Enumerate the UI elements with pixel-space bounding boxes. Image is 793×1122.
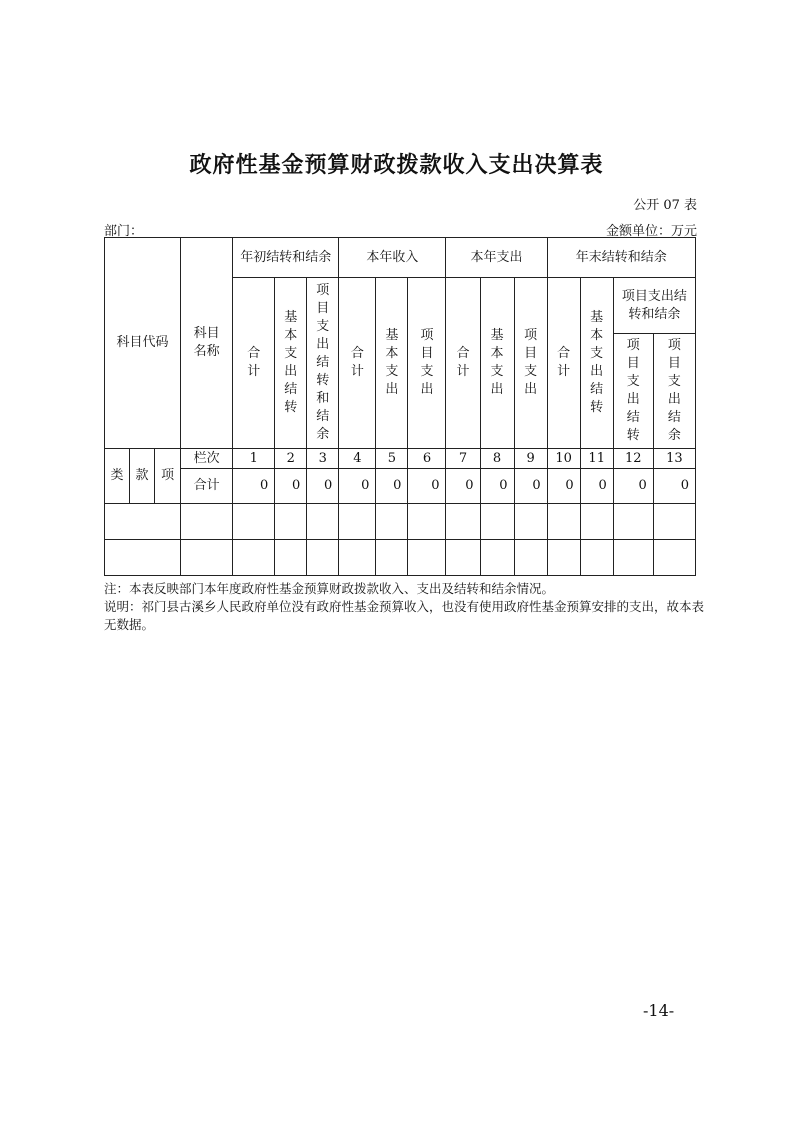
end-balance-group-header: 年末结转和结余 [547, 238, 695, 278]
subject-code-header: 科目代码 [105, 238, 181, 449]
column-number: 7 [446, 449, 480, 469]
column-number: 5 [376, 449, 408, 469]
end-project-balance-header: 项目支出结余 [653, 334, 695, 449]
empty-row [105, 504, 696, 540]
column-number: 3 [307, 449, 339, 469]
department-label: 部门： [104, 224, 144, 239]
total-value: 0 [408, 469, 446, 504]
expense-group-header: 本年支出 [446, 238, 547, 278]
begin-basic-header: 基本支出结转 [275, 278, 307, 449]
income-group-header: 本年收入 [339, 238, 446, 278]
form-number: 公开 07 表 [633, 198, 697, 213]
column-number: 9 [514, 449, 547, 469]
income-project-header: 项目支出 [408, 278, 446, 449]
fund-budget-table [104, 237, 696, 576]
total-value: 0 [233, 469, 275, 504]
end-basic-header: 基本支出结转 [580, 278, 613, 449]
sum-label: 合计 [181, 469, 233, 504]
section-header: 款 [130, 449, 155, 504]
begin-project-header: 项目支出结转和结余 [307, 278, 339, 449]
page-number: -14- [643, 1001, 675, 1020]
page-title: 政府性基金预算财政拨款收入支出决算表 [189, 153, 604, 178]
column-number: 10 [547, 449, 580, 469]
unit-label: 金额单位：万元 [605, 224, 697, 239]
column-number: 8 [480, 449, 514, 469]
subject-name-header: 科目名称 [181, 238, 233, 449]
begin-total-header: 合计 [233, 278, 275, 449]
total-value: 0 [653, 469, 695, 504]
total-value: 0 [339, 469, 376, 504]
column-number: 1 [233, 449, 275, 469]
expense-total-header: 合计 [446, 278, 480, 449]
column-number: 2 [275, 449, 307, 469]
total-value: 0 [514, 469, 547, 504]
total-value: 0 [307, 469, 339, 504]
total-value: 0 [480, 469, 514, 504]
total-value: 0 [580, 469, 613, 504]
total-value: 0 [613, 469, 653, 504]
income-basic-header: 基本支出 [376, 278, 408, 449]
total-value: 0 [547, 469, 580, 504]
column-number: 13 [653, 449, 695, 469]
total-value: 0 [275, 469, 307, 504]
income-total-header: 合计 [339, 278, 376, 449]
table-explanation: 说明：祁门县古溪乡人民政府单位没有政府性基金预算收入，也没有使用政府性基金预算安排的支出，故本表无数据。 [104, 599, 705, 632]
begin-balance-group-header: 年初结转和结余 [233, 238, 339, 278]
class-header: 类 [105, 449, 130, 504]
table-note: 注：本表反映部门本年度政府性基金预算财政拨款收入、支出及结转和结余情况。 [104, 581, 555, 596]
column-number: 12 [613, 449, 653, 469]
expense-basic-header: 基本支出 [480, 278, 514, 449]
item-header: 项 [155, 449, 181, 504]
end-total-header: 合计 [547, 278, 580, 449]
total-value: 0 [376, 469, 408, 504]
expense-project-header: 项目支出 [514, 278, 547, 449]
empty-row [105, 540, 696, 576]
column-number: 6 [408, 449, 446, 469]
total-value: 0 [446, 469, 480, 504]
end-project-group-header: 项目支出结转和结余 [613, 278, 695, 334]
end-project-carryover-header: 项目支出结转 [613, 334, 653, 449]
column-index-label: 栏次 [181, 449, 233, 469]
column-number: 4 [339, 449, 376, 469]
column-number: 11 [580, 449, 613, 469]
